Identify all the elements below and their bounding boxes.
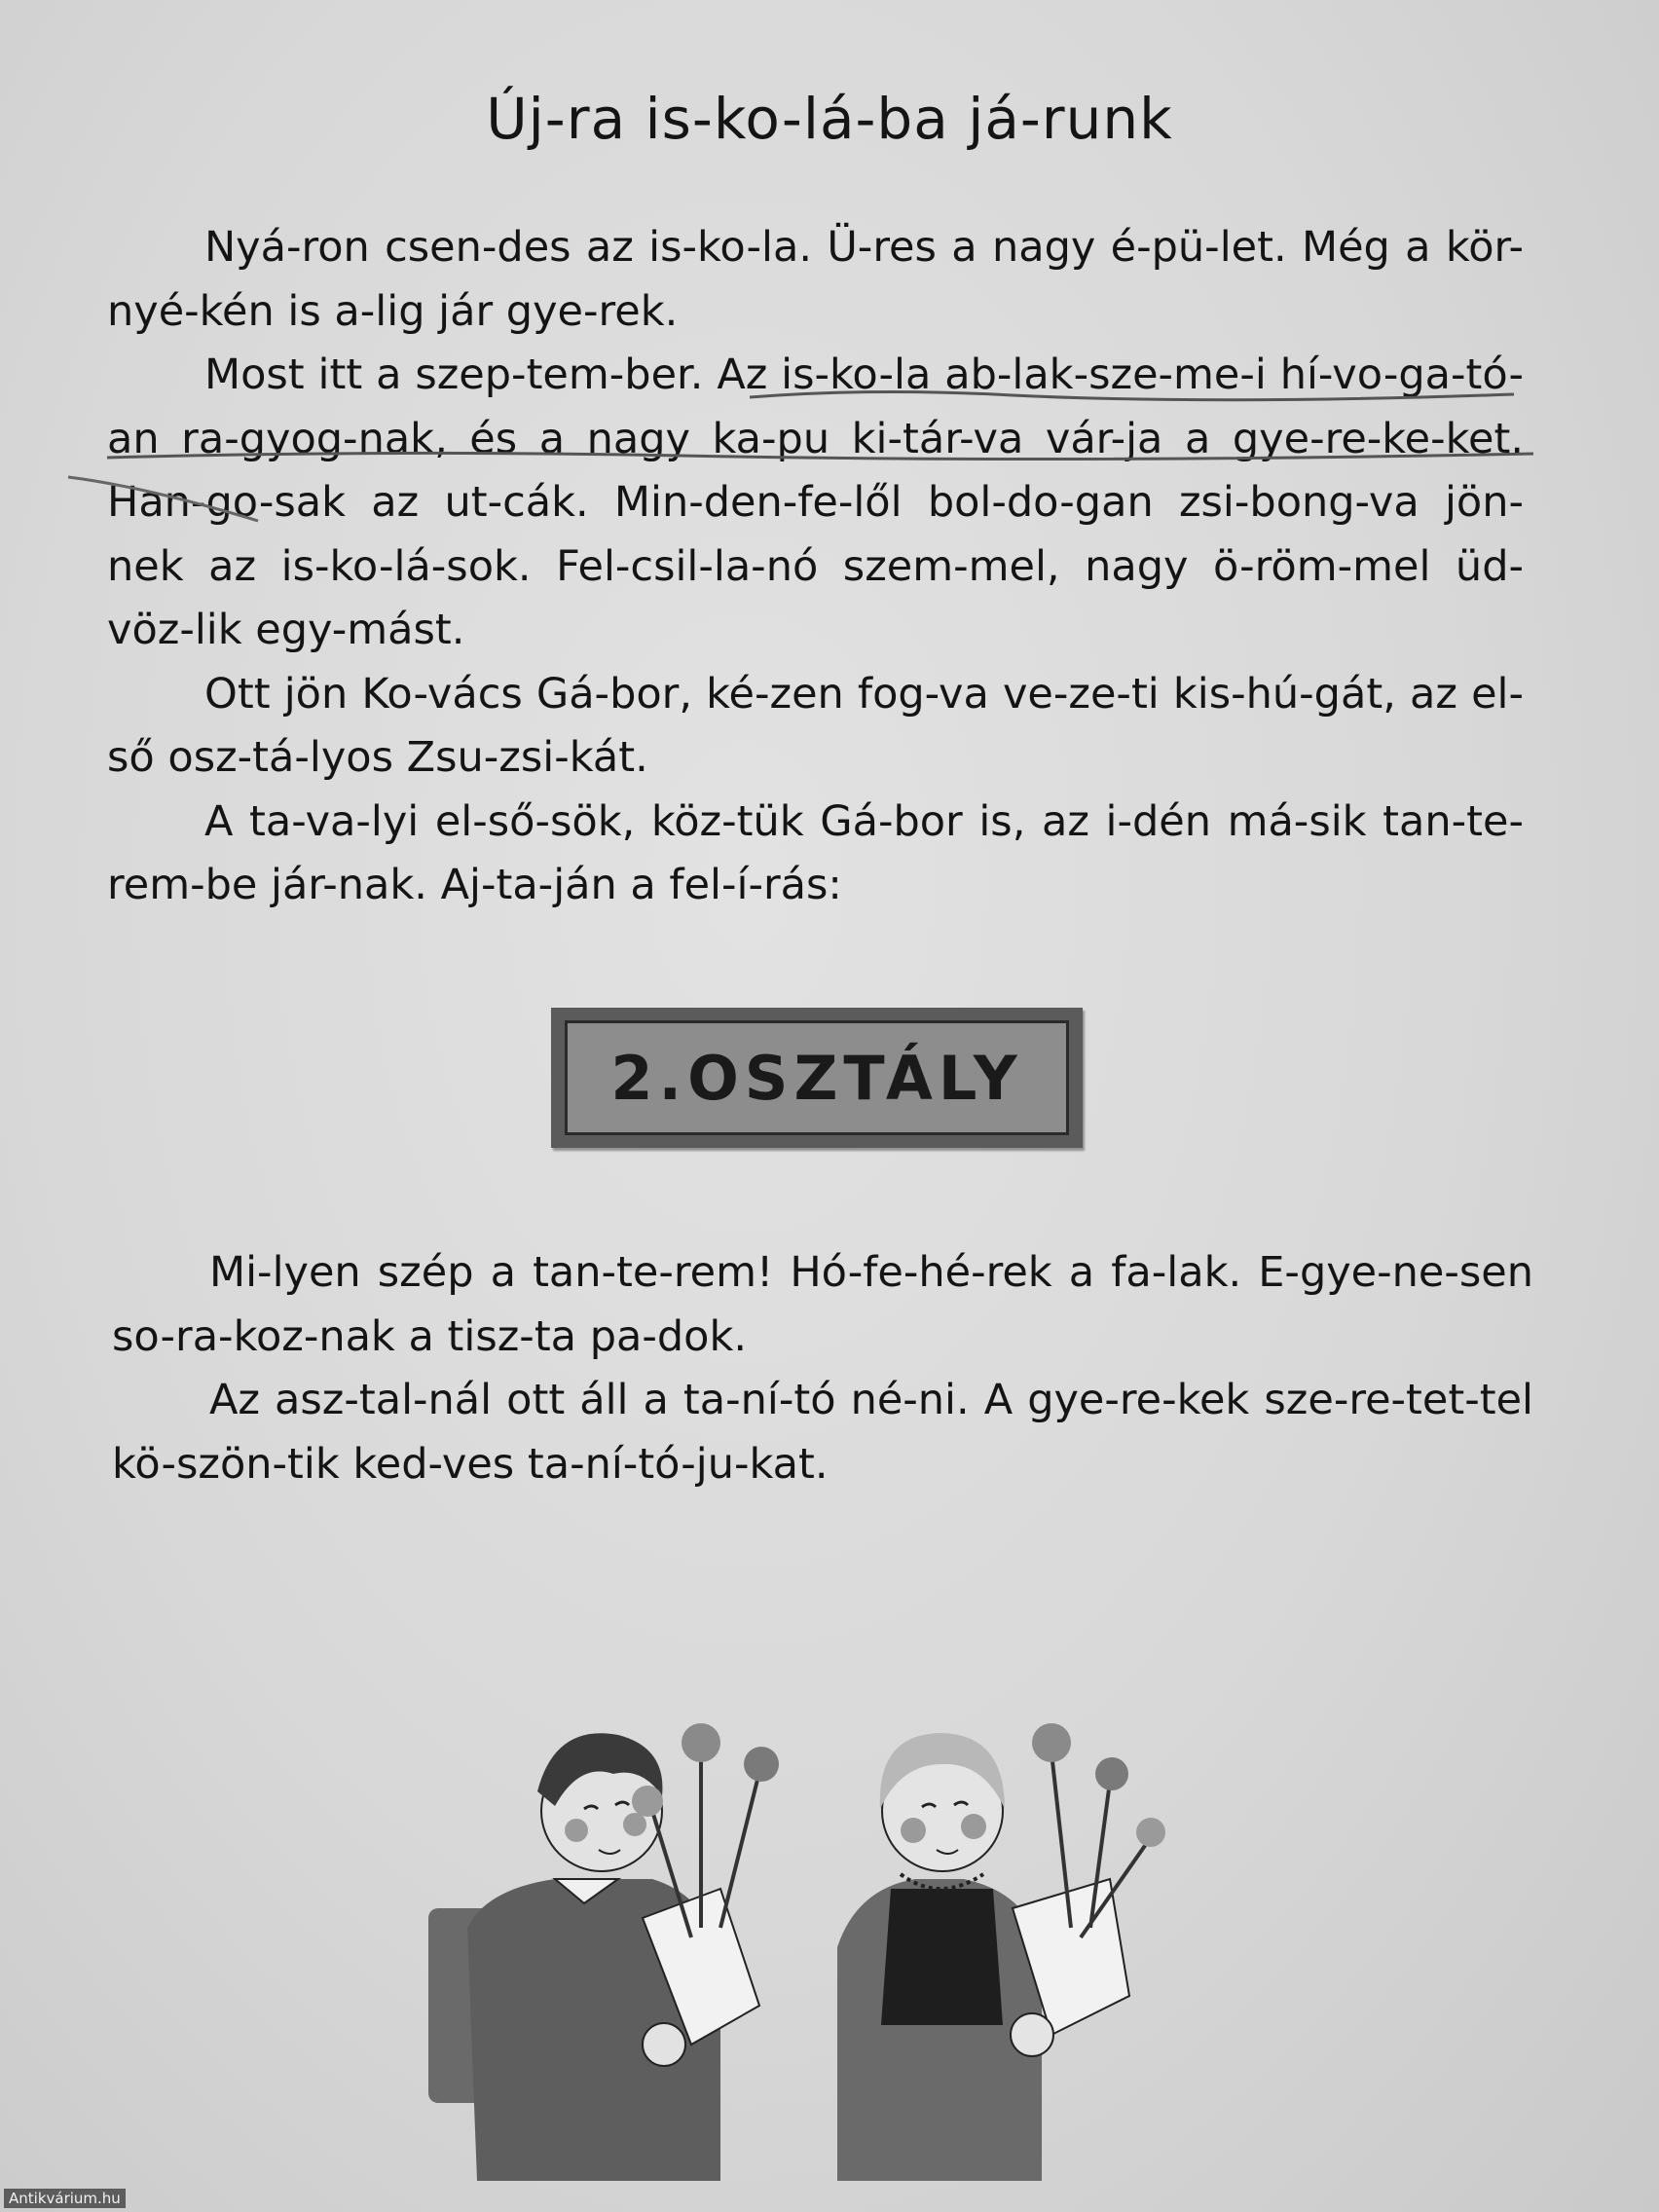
paragraph: Nyá-ron csen-des az is-ko-la. Ü-res a nagy é-pü-let. Még a kör-nyé-kén is a-lig jár gye-rek. bbox=[107, 223, 1524, 336]
children-illustration bbox=[409, 1694, 1188, 2181]
girl-with-flowers-illustration bbox=[837, 1723, 1165, 2181]
boy-with-flowers-illustration bbox=[428, 1723, 779, 2181]
paragraph: Ott jön Ko-vács Gá-bor, ké-zen fog-va ve-ze-ti kis-hú-gát, az el-ső osz-tá-lyos Zsu-zsi-kát. bbox=[107, 669, 1524, 782]
page-title: Új-ra is-ko-lá-ba já-runk bbox=[486, 86, 1173, 152]
text-block-bottom bbox=[112, 1241, 1533, 1496]
paragraph: Most itt a szep-tem-ber. Az is-ko-la ab-lak-sze-me-i hí-vo-ga-tó-an ra-gyog-nak, és a nagy ka-pu ki-tár-va vár-ja a gye-re-ke-ket. Han-go-sak az ut-cák. Min-den-fe-lől bol-do-gan zsi-bong-va jön-nek az is-ko-lá-sok. Fel-csil-la-nó szem-mel, nagy ö-röm-mel üd-vöz-lik egy-mást. bbox=[107, 350, 1524, 654]
paragraph: Mi-lyen szép a tan-te-rem! Hó-fe-hé-rek a fa-lak. E-gye-ne-sen so-ra-koz-nak a tisz-ta pa-dok. bbox=[112, 1248, 1533, 1361]
watermark: Antikvárium.hu bbox=[4, 2189, 126, 2208]
paragraph: Az asz-tal-nál ott áll a ta-ní-tó né-ni. A gye-re-kek sze-re-tet-tel kö-szön-tik ked-ves ta-ní-tó-ju-kat. bbox=[112, 1376, 1533, 1489]
text-block-top bbox=[107, 216, 1524, 918]
door-sign-text: 2.OSZTÁLY bbox=[565, 1020, 1069, 1135]
class-door-sign bbox=[551, 1008, 1083, 1148]
paragraph: A ta-va-lyi el-ső-sök, köz-tük Gá-bor is, az i-dén má-sik tan-te-rem-be jár-nak. Aj-ta-ján a fel-í-rás: bbox=[107, 796, 1524, 909]
